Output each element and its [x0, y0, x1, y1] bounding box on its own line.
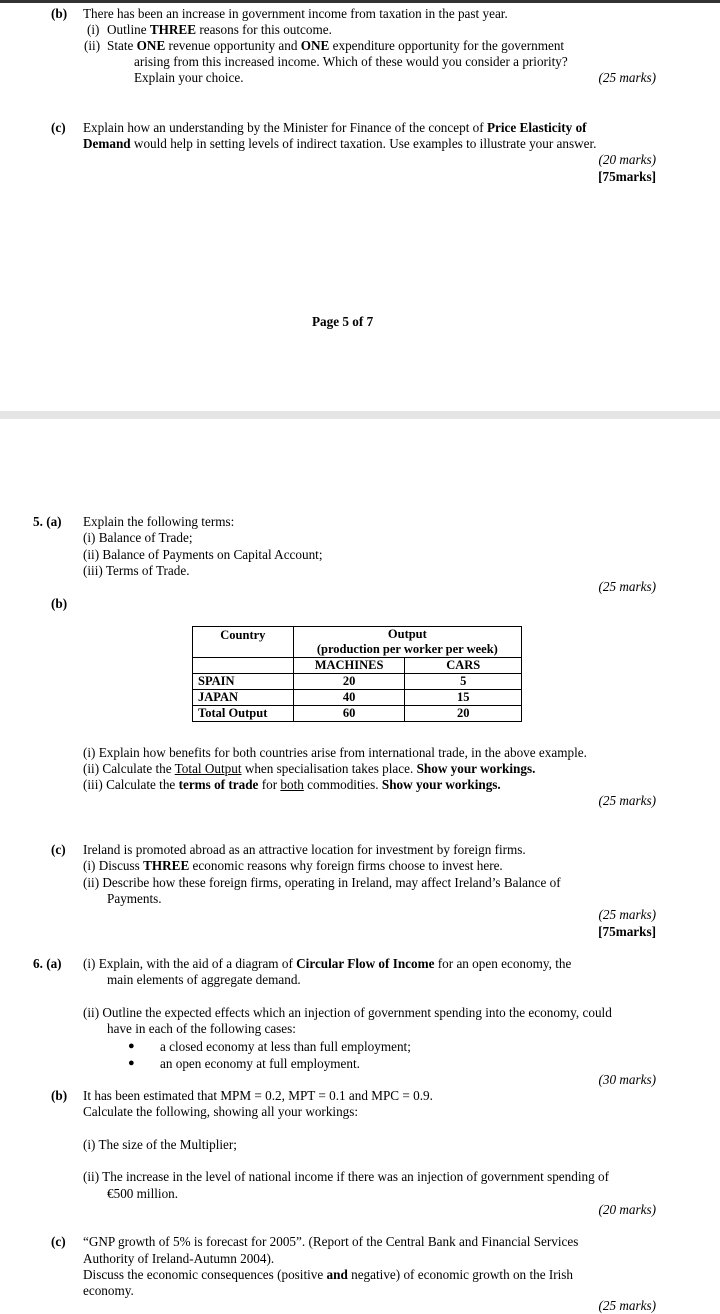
cell-cars: 20	[405, 706, 522, 722]
q5b-label: (b)	[51, 596, 68, 611]
cell-country: JAPAN	[193, 690, 294, 706]
q4b-ii-line3: Explain your choice.	[134, 70, 244, 85]
header-output: Output	[293, 627, 521, 643]
table-header-row	[193, 627, 522, 643]
q5a-label: 5. (a)	[33, 514, 62, 529]
q4b-intro: There has been an increase in government income from taxation in the past year.	[83, 6, 508, 21]
q6c-line3: Discuss the economic consequences (positive and negative) of economic growth on the Irish	[83, 1267, 574, 1282]
header-output-sub: (production per worker per week)	[293, 642, 521, 658]
q5c-total: [75marks]	[598, 924, 656, 939]
q6b-label: (b)	[51, 1088, 68, 1103]
header-machines: MACHINES	[293, 658, 405, 674]
q6a-bullet-2: an open economy at full employment.	[160, 1056, 360, 1071]
q5c-i: (i) Discuss THREE economic reasons why foreign firms choose to invest here.	[83, 858, 503, 873]
q4b-i: Outline THREE reasons for this outcome.	[107, 22, 332, 37]
cell-machines: 60	[293, 706, 405, 722]
q6b-i: (i) The size of the Multiplier;	[83, 1137, 237, 1152]
table-row	[193, 706, 522, 722]
cell-country: Total Output	[193, 706, 294, 722]
q4b-i-num: (i)	[87, 22, 100, 37]
q6b-marks: (20 marks)	[598, 1202, 656, 1217]
output-table	[192, 626, 522, 722]
q4b-ii-line1: State ONE revenue opportunity and ONE expenditure opportunity for the government	[107, 38, 565, 53]
header-cars: CARS	[405, 658, 522, 674]
page-separator	[0, 411, 720, 419]
q4b-marks: (25 marks)	[598, 70, 656, 85]
q6a-label: 6. (a)	[33, 956, 62, 971]
q6b-ii-line2: €500 million.	[107, 1186, 179, 1201]
bullet-icon: ●	[128, 1057, 135, 1069]
cell-country: SPAIN	[193, 674, 294, 690]
q6a-bullet-1: a closed economy at less than full employment;	[160, 1039, 411, 1054]
page-top-border	[0, 0, 720, 3]
q5c-intro: Ireland is promoted abroad as an attractive location for investment by foreign firms.	[83, 842, 526, 857]
q6a-ii-line2: have in each of the following cases:	[107, 1021, 296, 1036]
header-blank	[193, 658, 294, 674]
q6a-ii-line1: (ii) Outline the expected effects which an injection of government spending into the economy, could	[83, 1005, 612, 1020]
q5b-marks: (25 marks)	[598, 793, 656, 808]
q4c-marks: (20 marks)	[598, 152, 656, 167]
q5b-ii: (ii) Calculate the Total Output when specialisation takes place. Show your workings.	[83, 761, 536, 776]
page-footer: Page 5 of 7	[312, 314, 374, 329]
q6c-label: (c)	[51, 1234, 66, 1249]
q4c-line1: Explain how an understanding by the Minister for Finance of the concept of Price Elasticity of	[83, 120, 587, 135]
q5b-i: (i) Explain how benefits for both countries arise from international trade, in the above example.	[83, 745, 587, 760]
q4c-total: [75marks]	[598, 169, 656, 184]
q5c-ii-line2: Payments.	[107, 891, 162, 906]
q5c-ii-line1: (ii) Describe how these foreign firms, operating in Ireland, may affect Ireland’s Balance of	[83, 875, 561, 890]
q5a-item-1: (i) Balance of Trade;	[83, 530, 193, 545]
q6c-marks: (25 marks)	[598, 1298, 656, 1313]
q5a-intro: Explain the following terms:	[83, 514, 235, 529]
q5c-marks: (25 marks)	[598, 907, 656, 922]
table-header-row	[193, 658, 522, 674]
q6a-i-line1: (i) Explain, with the aid of a diagram of Circular Flow of Income for an open economy, the	[83, 956, 572, 971]
q4c-label: (c)	[51, 120, 66, 135]
q4b-ii-line2: arising from this increased income. Which of these would you consider a priority?	[134, 54, 568, 69]
q6a-marks: (30 marks)	[598, 1072, 656, 1087]
q5a-marks: (25 marks)	[598, 579, 656, 594]
table-row	[193, 674, 522, 690]
table-row	[193, 690, 522, 706]
cell-cars: 15	[405, 690, 522, 706]
q6a-i-line2: main elements of aggregate demand.	[107, 972, 301, 987]
q6b-line2: Calculate the following, showing all your workings:	[83, 1104, 359, 1119]
cell-machines: 40	[293, 690, 405, 706]
q6b-ii-line1: (ii) The increase in the level of national income if there was an injection of government spending of	[83, 1169, 609, 1184]
q5a-item-3: (iii) Terms of Trade.	[83, 563, 190, 578]
q6b-line1: It has been estimated that MPM = 0.2, MPT = 0.1 and MPC = 0.9.	[83, 1088, 433, 1103]
cell-cars: 5	[405, 674, 522, 690]
header-country: Country	[193, 627, 294, 658]
q5b-iii: (iii) Calculate the terms of trade for both commodities. Show your workings.	[83, 777, 501, 792]
q4b-ii-num: (ii)	[84, 38, 101, 53]
q6c-line1: “GNP growth of 5% is forecast for 2005”. (Report of the Central Bank and Financial Services	[83, 1234, 579, 1249]
q6c-line4: economy.	[83, 1283, 134, 1298]
q5a-item-2: (ii) Balance of Payments on Capital Account;	[83, 547, 323, 562]
bullet-icon: ●	[128, 1040, 135, 1052]
q6c-line2: Authority of Ireland-Autumn 2004).	[83, 1251, 275, 1266]
q4b-label: (b)	[51, 6, 68, 21]
cell-machines: 20	[293, 674, 405, 690]
q5c-label: (c)	[51, 842, 66, 857]
q4c-line2: Demand would help in setting levels of indirect taxation. Use examples to illustrate your answer.	[83, 136, 597, 151]
